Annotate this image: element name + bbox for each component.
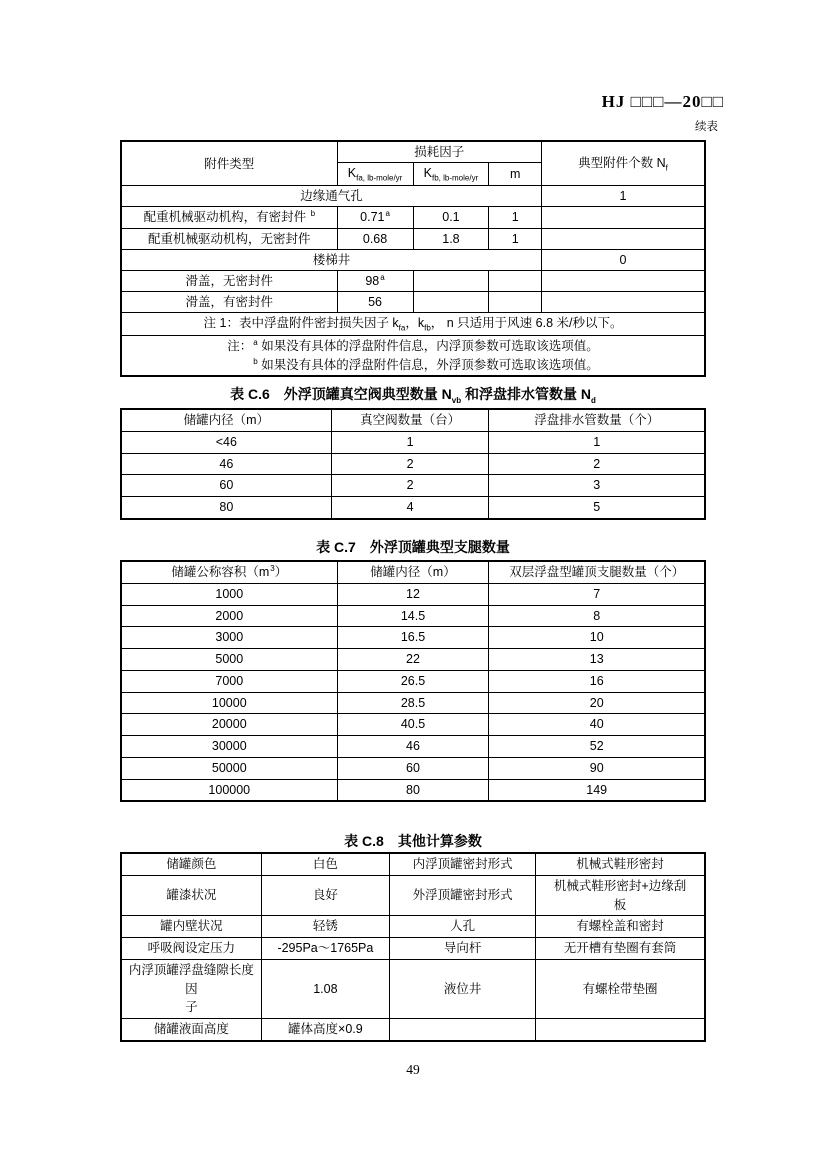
vacuum-valve-count-table-grid	[120, 408, 706, 520]
table-c6-title: 表 C.6 外浮顶罐真空阀典型数量 $N_{vb}$ 和浮盘排水管数量 $N_d$	[230, 386, 596, 405]
superscript: b	[310, 209, 316, 219]
table-row	[121, 561, 705, 583]
table-header-cell: $K_{fb, lb-mole/yr}$	[413, 163, 489, 186]
table-cell: 内浮顶罐浮盘缝隙长度因 子	[121, 959, 261, 1018]
table-cell	[541, 292, 705, 313]
table-cell: 滑盖，无密封件	[121, 270, 337, 291]
table-cell	[541, 228, 705, 249]
table-row	[121, 292, 705, 313]
subscript: fb	[424, 323, 431, 333]
table-header-cell: 浮盘排水管数量（个）	[489, 409, 705, 431]
table-cell: 导向杆	[390, 938, 536, 960]
table-header-cell: 损耗因子	[337, 141, 541, 163]
table-row	[121, 670, 705, 692]
table-cell: 0.1	[413, 207, 489, 228]
subscript: fb, lb-mole/yr	[432, 173, 479, 183]
other-parameters-table	[120, 852, 706, 1042]
table-cell: 5000	[121, 649, 337, 671]
table-header-cell: 储罐内径（m）	[337, 561, 489, 583]
table-cell: 滑盖，有密封件	[121, 292, 337, 313]
table-cell: 白色	[261, 853, 389, 875]
table-cell: 人孔	[390, 916, 536, 938]
table-cell: 28.5	[337, 692, 489, 714]
table-cell	[413, 292, 489, 313]
table-cell: 有螺栓带垫圈	[536, 959, 705, 1018]
table-row	[121, 1019, 705, 1041]
standard-code: HJ □□□—20□□	[601, 92, 724, 111]
table-row	[121, 875, 705, 916]
table-cell: 楼梯井	[121, 249, 541, 270]
table-cell: 40.5	[337, 714, 489, 736]
table-row	[121, 313, 705, 336]
table-cell: 3000	[121, 627, 337, 649]
table-cell: 52	[489, 736, 705, 758]
table-cell: -295Pa～1765Pa	[261, 938, 389, 960]
table-cell: 机械式鞋形密封+边缘刮 板	[536, 875, 705, 916]
table-cell: 轻锈	[261, 916, 389, 938]
deck-leg-count-table	[120, 560, 706, 802]
table-header-cell: 储罐公称容积$(m^3)$	[121, 561, 337, 583]
table-cell: 1	[331, 431, 489, 453]
table-row	[121, 431, 705, 453]
table-row	[121, 627, 705, 649]
table-cell: 2	[489, 453, 705, 475]
table-cell: 有螺栓盖和密封	[536, 916, 705, 938]
table-cell: 20	[489, 692, 705, 714]
table-cell: 40	[489, 714, 705, 736]
table-cell: 56	[337, 292, 413, 313]
table-cell: 内浮顶罐密封形式	[390, 853, 536, 875]
table-cell: 2	[331, 453, 489, 475]
deck-leg-count-table-grid	[120, 560, 706, 802]
table-cell: 8	[489, 605, 705, 627]
table-cell: 配重机械驱动机构，无密封件	[121, 228, 337, 249]
table-cell: 46	[337, 736, 489, 758]
table-row	[121, 336, 705, 376]
table-row	[121, 186, 705, 207]
table-row	[121, 736, 705, 758]
table-row	[121, 959, 705, 1018]
table-cell: 液位井	[390, 959, 536, 1018]
table-row	[121, 583, 705, 605]
table-row	[121, 228, 705, 249]
table-cell: 0.71$^a$	[337, 207, 413, 228]
table-cell: 呼吸阀设定压力	[121, 938, 261, 960]
continued-table-label: 续表	[695, 121, 718, 133]
table-c7-title: 表 C.7 外浮顶罐典型支腿数量	[316, 539, 510, 555]
fitting-loss-factor-table	[120, 140, 706, 377]
table-cell: 储罐液面高度	[121, 1019, 261, 1041]
table-cell: 50000	[121, 757, 337, 779]
table-cell: 5	[489, 497, 705, 519]
superscript: 3	[270, 564, 275, 573]
subscript: vb	[451, 395, 462, 405]
table-cell: 7000	[121, 670, 337, 692]
superscript: b	[253, 356, 258, 366]
table-cell: 2000	[121, 605, 337, 627]
table-cell: 1000	[121, 583, 337, 605]
table-cell: 98$^a$	[337, 270, 413, 291]
table-row	[121, 497, 705, 519]
subscript: fa, lb-mole/yr	[356, 173, 403, 183]
table-header-cell: 储罐内径（m）	[121, 409, 331, 431]
table-cell: 4	[331, 497, 489, 519]
table-cell: 10	[489, 627, 705, 649]
table-cell: 16	[489, 670, 705, 692]
table-cell: 7	[489, 583, 705, 605]
table-cell: 1	[489, 431, 705, 453]
superscript: a	[253, 338, 258, 348]
table-row	[121, 270, 705, 291]
table-cell: 30000	[121, 736, 337, 758]
table-cell: 罐体高度×0.9	[261, 1019, 389, 1041]
table-cell: 13	[489, 649, 705, 671]
superscript: a	[385, 209, 390, 219]
table-c8-title: 表 C.8 其他计算参数	[344, 833, 482, 849]
table-cell: 10000	[121, 692, 337, 714]
table-header-cell: 双层浮盘型罐顶支腿数量（个）	[489, 561, 705, 583]
table-cell: 1.08	[261, 959, 389, 1018]
table-cell: 良好	[261, 875, 389, 916]
table-cell: 1.8	[413, 228, 489, 249]
table-cell: 注：$^a$ 如果没有具体的浮盘附件信息，内浮顶参数可选取该选项值。 $^b$ 如果没有具体的浮盘附件信息，外浮顶参数可选取该选项值。	[121, 336, 705, 376]
table-row	[121, 249, 705, 270]
table-cell: 20000	[121, 714, 337, 736]
table-cell: 60	[337, 757, 489, 779]
table-row	[121, 916, 705, 938]
table-cell: 100000	[121, 779, 337, 801]
table-row	[121, 853, 705, 875]
table-cell	[390, 1019, 536, 1041]
other-parameters-table-grid	[120, 852, 706, 1042]
table-row	[121, 207, 705, 228]
table-row	[121, 605, 705, 627]
table-cell: 14.5	[337, 605, 489, 627]
table-header-cell: $K_{fa, lb-mole/yr}$	[337, 163, 413, 186]
table-cell: 12	[337, 583, 489, 605]
table-header-cell: 附件类型	[121, 141, 337, 186]
table-cell: 机械式鞋形密封	[536, 853, 705, 875]
table-cell: 罐漆状况	[121, 875, 261, 916]
table-cell: <46	[121, 431, 331, 453]
table-cell: 3	[489, 475, 705, 497]
table-cell: 1	[541, 186, 705, 207]
table-row	[121, 453, 705, 475]
table-cell: 配重机械驱动机构，有密封件 $^b$	[121, 207, 337, 228]
table-cell: 外浮顶罐密封形式	[390, 875, 536, 916]
subscript: d	[591, 395, 596, 405]
table-cell: 2	[331, 475, 489, 497]
table-cell: 80	[337, 779, 489, 801]
vacuum-valve-count-table	[120, 408, 706, 520]
table-cell: 0	[541, 249, 705, 270]
table-cell	[489, 292, 542, 313]
table-row	[121, 714, 705, 736]
table-cell: 90	[489, 757, 705, 779]
table-cell: 注 1：表中浮盘附件密封损失因子 $k_{fa}$，$k_{fb}$， n 只适用于风速 6.8 米/秒以下。	[121, 313, 705, 336]
table-cell: 储罐颜色	[121, 853, 261, 875]
table-cell: 149	[489, 779, 705, 801]
table-cell	[541, 207, 705, 228]
table-cell	[541, 270, 705, 291]
table-cell: 1	[489, 207, 542, 228]
table-cell: 罐内壁状况	[121, 916, 261, 938]
table-row	[121, 938, 705, 960]
table-row	[121, 757, 705, 779]
subscript: fa	[398, 323, 406, 333]
fitting-loss-factor-table-grid	[120, 140, 706, 377]
table-cell: 60	[121, 475, 331, 497]
table-row	[121, 692, 705, 714]
table-cell: 16.5	[337, 627, 489, 649]
table-row	[121, 779, 705, 801]
table-row	[121, 409, 705, 431]
superscript: a	[380, 272, 385, 282]
table-cell: 边缘通气孔	[121, 186, 541, 207]
page-number: 49	[406, 1062, 420, 1077]
table-cell: 22	[337, 649, 489, 671]
subscript: f	[665, 163, 668, 173]
table-header-cell: m	[489, 163, 542, 186]
table-cell	[413, 270, 489, 291]
table-row	[121, 649, 705, 671]
table-header-cell: 真空阀数量（台）	[331, 409, 489, 431]
table-cell: 1	[489, 228, 542, 249]
table-cell: 26.5	[337, 670, 489, 692]
table-cell: 无开槽有垫圈有套筒	[536, 938, 705, 960]
table-row	[121, 141, 705, 163]
table-row	[121, 475, 705, 497]
table-cell: 80	[121, 497, 331, 519]
table-cell: 0.68	[337, 228, 413, 249]
table-header-cell: 典型附件个数 $N_f$	[541, 141, 705, 186]
table-cell	[489, 270, 542, 291]
table-cell: 46	[121, 453, 331, 475]
table-cell	[536, 1019, 705, 1041]
